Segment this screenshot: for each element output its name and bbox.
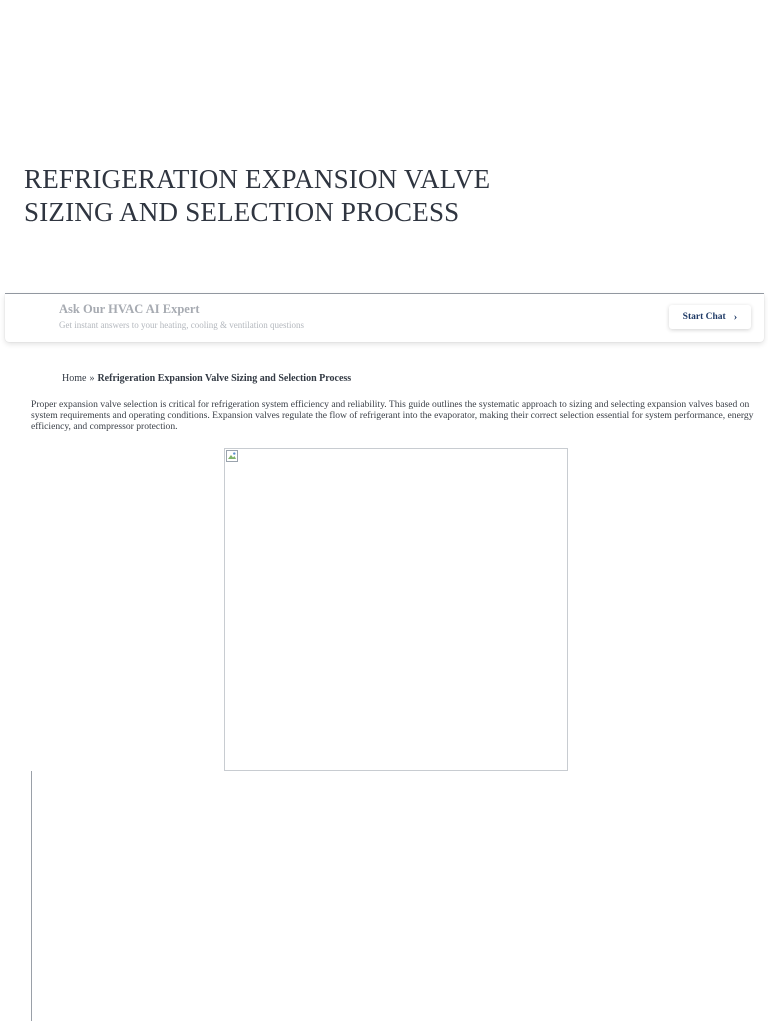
- breadcrumb: [62, 373, 351, 384]
- intro-paragraph: Proper expansion valve selection is critical for refrigeration system efficiency and reliability. This guide outlines the systematic approach to sizing and selecting expansion valves based on system requirements and operating conditions. Expansion valves regulate the flow of refrigerant into the evaporator, making their correct selection essential for system performance, energy efficiency, and compressor protection.: [31, 399, 754, 432]
- breadcrumb-current: Refrigeration Expansion Valve Sizing and Selection Process: [97, 373, 352, 384]
- start-chat-label: Start Chat: [682, 312, 726, 322]
- page-title-line-1: REFRIGERATION EXPANSION VALVE: [24, 164, 491, 194]
- ai-banner-subtitle: Get instant answers to your heating, cooling & ventilation questions: [59, 320, 304, 330]
- ai-expert-banner: [5, 294, 764, 342]
- chevron-right-icon: ›: [733, 310, 738, 323]
- content-left-border: [31, 771, 32, 1021]
- breadcrumb-home-link[interactable]: Home: [62, 373, 87, 384]
- breadcrumb-separator: »: [89, 373, 95, 384]
- broken-image-icon: [226, 450, 238, 462]
- ai-banner-title: Ask Our HVAC AI Expert: [59, 302, 200, 316]
- start-chat-button[interactable]: [669, 305, 751, 329]
- page-title: [24, 163, 544, 229]
- page-title-line-2: SIZING AND SELECTION PROCESS: [24, 197, 460, 227]
- article-figure: [224, 448, 568, 771]
